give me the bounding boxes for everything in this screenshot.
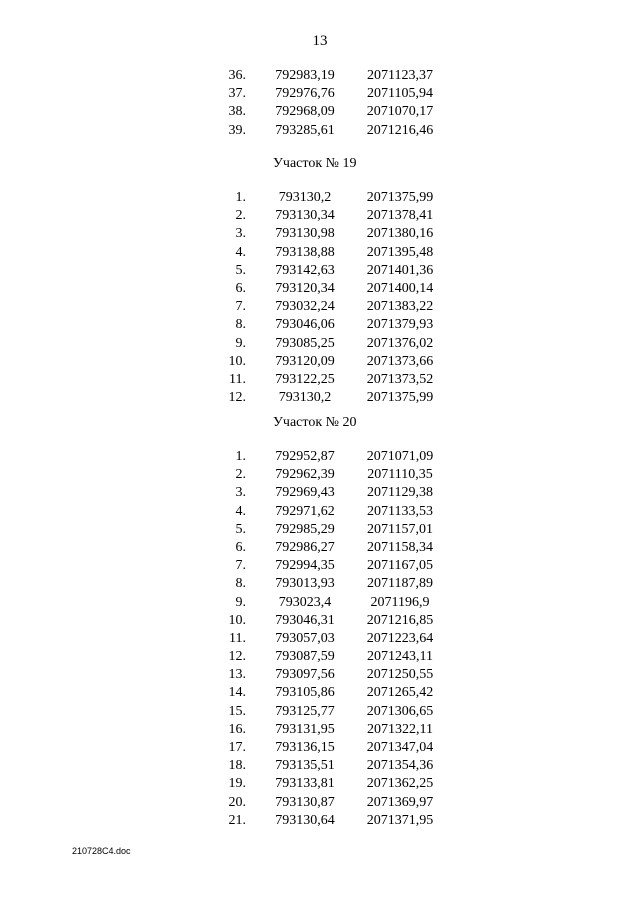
table-row — [0, 207, 640, 225]
x-coordinate: 792986,27 — [275, 539, 335, 555]
y-coordinate: 2071383,22 — [366, 299, 434, 315]
x-coordinate: 793105,86 — [275, 685, 335, 701]
table-row — [0, 666, 640, 684]
section-19-title: Участок № 19 — [273, 156, 357, 171]
x-coordinate: 792983,19 — [275, 68, 335, 83]
table-row — [0, 703, 640, 721]
table-row — [0, 684, 640, 702]
table-row — [0, 189, 640, 207]
y-coordinate: 2071216,46 — [366, 122, 434, 138]
table-row — [0, 262, 640, 280]
point-number: 12. — [228, 390, 246, 406]
x-coordinate: 792969,43 — [275, 485, 335, 501]
table-row — [0, 448, 640, 466]
x-coordinate: 792985,29 — [275, 521, 335, 537]
table-row — [0, 122, 640, 140]
y-coordinate: 2071123,37 — [367, 68, 433, 83]
y-coordinate: 2071354,36 — [366, 758, 434, 774]
point-number: 39. — [228, 122, 246, 138]
table-row — [0, 466, 640, 484]
x-coordinate: 793023,4 — [278, 594, 332, 610]
table-row — [0, 484, 640, 502]
point-number: 5. — [235, 262, 246, 278]
table-row — [0, 353, 640, 371]
table-row — [0, 316, 640, 334]
y-coordinate: 2071373,66 — [366, 353, 434, 369]
x-coordinate: 792968,09 — [275, 104, 335, 120]
y-coordinate: 2071371,95 — [366, 812, 434, 828]
point-number: 10. — [228, 612, 246, 628]
table-row — [0, 103, 640, 121]
table-row — [0, 775, 640, 793]
y-coordinate: 2071378,41 — [366, 208, 434, 224]
x-coordinate: 793013,93 — [275, 576, 335, 592]
y-coordinate: 2071373,52 — [366, 371, 434, 387]
point-number: 18. — [228, 758, 246, 774]
point-number: 3. — [235, 485, 246, 501]
x-coordinate: 793130,87 — [275, 794, 335, 810]
point-number: 37. — [228, 86, 246, 102]
x-coordinate: 792994,35 — [275, 558, 335, 574]
point-number: 13. — [228, 667, 246, 683]
table-row — [0, 812, 640, 830]
document-filename: 210728C4.doc — [72, 846, 131, 856]
y-coordinate: 2071379,93 — [366, 317, 434, 333]
point-number: 17. — [228, 740, 246, 755]
x-coordinate: 793125,77 — [275, 703, 335, 719]
table-row — [0, 794, 640, 812]
y-coordinate: 2071400,14 — [366, 280, 434, 296]
point-number: 11. — [229, 371, 246, 387]
point-number: 6. — [235, 280, 246, 296]
point-number: 5. — [235, 521, 246, 537]
point-number: 12. — [228, 649, 246, 665]
y-coordinate: 2071375,99 — [366, 390, 434, 406]
x-coordinate: 793136,15 — [275, 740, 335, 755]
x-coordinate: 793087,59 — [275, 649, 335, 665]
table-row — [0, 389, 640, 407]
x-coordinate: 792976,76 — [275, 86, 335, 102]
section-20-coordinates-table — [0, 448, 640, 830]
y-coordinate: 2071265,42 — [366, 685, 434, 701]
table-row — [0, 557, 640, 575]
point-number: 4. — [235, 244, 246, 260]
table-row — [0, 280, 640, 298]
table-row — [0, 539, 640, 557]
table-row — [0, 335, 640, 353]
point-number: 8. — [235, 576, 246, 592]
point-number: 19. — [228, 776, 246, 792]
y-coordinate: 2071362,25 — [366, 776, 434, 792]
point-number: 20. — [228, 794, 246, 810]
table-row — [0, 721, 640, 739]
table-row — [0, 503, 640, 521]
x-coordinate: 793032,24 — [275, 299, 335, 315]
point-number: 3. — [235, 226, 246, 242]
x-coordinate: 792971,62 — [275, 503, 335, 519]
point-number: 21. — [228, 812, 246, 828]
x-coordinate: 793130,34 — [275, 208, 335, 224]
x-coordinate: 793133,81 — [275, 776, 335, 792]
x-coordinate: 793130,2 — [278, 190, 332, 205]
x-coordinate: 793097,56 — [275, 667, 335, 683]
table-row — [0, 648, 640, 666]
y-coordinate: 2071129,38 — [367, 485, 433, 501]
y-coordinate: 2071216,85 — [366, 612, 434, 628]
table-row — [0, 244, 640, 262]
x-coordinate: 793057,03 — [275, 630, 335, 646]
table-row — [0, 594, 640, 612]
point-number: 4. — [235, 503, 246, 519]
y-coordinate: 2071369,97 — [366, 794, 434, 810]
point-number: 15. — [228, 703, 246, 719]
point-number: 1. — [235, 190, 246, 205]
point-number: 2. — [235, 467, 246, 483]
y-coordinate: 2071070,17 — [366, 104, 434, 120]
y-coordinate: 2071401,36 — [366, 262, 434, 278]
x-coordinate: 793046,31 — [275, 612, 335, 628]
y-coordinate: 2071071,09 — [366, 449, 434, 464]
point-number: 16. — [228, 721, 246, 737]
point-number: 10. — [228, 353, 246, 369]
x-coordinate: 793142,63 — [275, 262, 335, 278]
x-coordinate: 793285,61 — [275, 122, 335, 138]
point-number: 11. — [229, 630, 246, 646]
table-row — [0, 298, 640, 316]
point-number: 7. — [235, 558, 246, 574]
point-number: 6. — [235, 539, 246, 555]
y-coordinate: 2071375,99 — [366, 190, 434, 205]
table-row — [0, 67, 640, 85]
section-19-coordinates-table — [0, 189, 640, 407]
x-coordinate: 793135,51 — [275, 758, 335, 774]
x-coordinate: 793120,09 — [275, 353, 335, 369]
point-number: 38. — [228, 104, 246, 120]
y-coordinate: 2071158,34 — [367, 539, 433, 555]
y-coordinate: 2071167,05 — [367, 558, 433, 574]
x-coordinate: 793120,34 — [275, 280, 335, 296]
point-number: 9. — [235, 335, 246, 351]
section-20-title: Участок № 20 — [273, 415, 357, 430]
table-row — [0, 521, 640, 539]
table-row — [0, 575, 640, 593]
x-coordinate: 793130,2 — [278, 390, 332, 406]
y-coordinate: 2071187,89 — [367, 576, 433, 592]
y-coordinate: 2071196,9 — [370, 594, 430, 610]
x-coordinate: 793046,06 — [275, 317, 335, 333]
table-row — [0, 739, 640, 757]
point-number: 7. — [235, 299, 246, 315]
y-coordinate: 2071306,65 — [366, 703, 434, 719]
table-row — [0, 757, 640, 775]
point-number: 1. — [235, 449, 246, 464]
table-row — [0, 225, 640, 243]
x-coordinate: 793131,95 — [275, 721, 335, 737]
page-number: 13 — [312, 33, 328, 49]
y-coordinate: 2071110,35 — [367, 467, 433, 483]
table-row — [0, 371, 640, 389]
point-number: 9. — [235, 594, 246, 610]
y-coordinate: 2071395,48 — [366, 244, 434, 260]
top-coordinates-table — [0, 67, 640, 140]
x-coordinate: 792952,87 — [275, 449, 335, 464]
y-coordinate: 2071380,16 — [366, 226, 434, 242]
point-number: 36. — [228, 68, 246, 83]
y-coordinate: 2071105,94 — [367, 86, 433, 102]
y-coordinate: 2071223,64 — [366, 630, 434, 646]
y-coordinate: 2071157,01 — [367, 521, 433, 537]
y-coordinate: 2071133,53 — [367, 503, 433, 519]
y-coordinate: 2071250,55 — [366, 667, 434, 683]
y-coordinate: 2071347,04 — [366, 740, 434, 755]
x-coordinate: 793085,25 — [275, 335, 335, 351]
x-coordinate: 793130,64 — [275, 812, 335, 828]
y-coordinate: 2071243,11 — [367, 649, 433, 665]
y-coordinate: 2071376,02 — [366, 335, 434, 351]
point-number: 2. — [235, 208, 246, 224]
table-row — [0, 630, 640, 648]
table-row — [0, 612, 640, 630]
point-number: 14. — [228, 685, 246, 701]
x-coordinate: 793138,88 — [275, 244, 335, 260]
y-coordinate: 2071322,11 — [367, 721, 433, 737]
x-coordinate: 793130,98 — [275, 226, 335, 242]
point-number: 8. — [235, 317, 246, 333]
x-coordinate: 793122,25 — [275, 371, 335, 387]
table-row — [0, 85, 640, 103]
x-coordinate: 792962,39 — [275, 467, 335, 483]
